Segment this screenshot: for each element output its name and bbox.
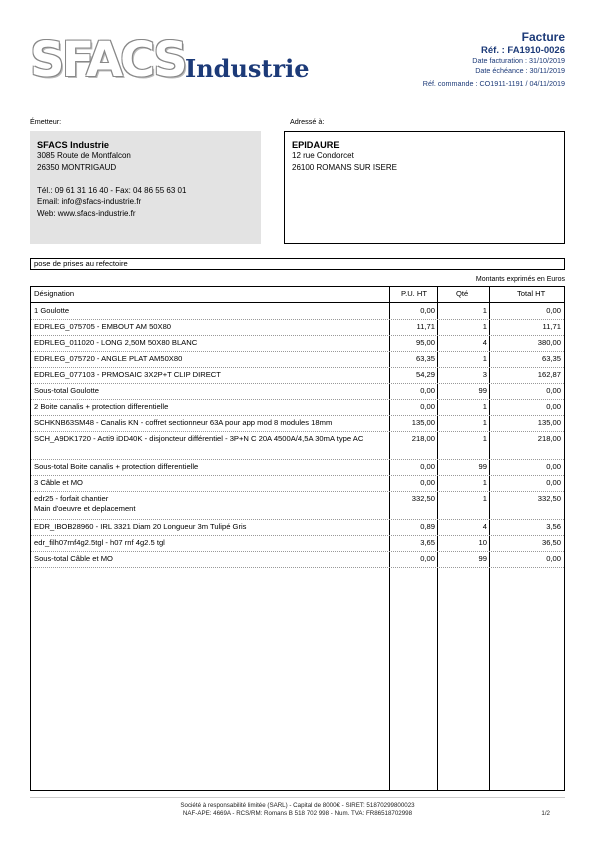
invoice-lines-table	[30, 286, 565, 791]
cell-unit-price: 11,71	[416, 322, 435, 331]
cell-quantity: 1	[482, 434, 487, 443]
table-row	[31, 415, 564, 432]
cell-quantity: 4	[482, 522, 487, 531]
cell-quantity: 99	[478, 554, 487, 563]
cell-quantity: 1	[482, 402, 487, 411]
cell-quantity: 1	[482, 494, 487, 503]
cell-designation: EDRLEG_075720 - ANGLE PLAT AM50X80	[34, 354, 183, 363]
footer-line1: Société à responsabilité limitée (SARL) - Capital de 8000€ - SIRET: 51870299800023	[180, 802, 415, 809]
cell-unit-price: 54,29	[415, 370, 435, 379]
logo-wordmark: SFACS	[30, 32, 185, 88]
page-number: 1/2	[541, 810, 550, 817]
document-header	[423, 30, 565, 89]
cell-designation: edr25 - forfait chantier	[34, 494, 109, 503]
cell-total: 135,00	[537, 418, 561, 427]
cell-designation: EDR_IBOB28960 - IRL 3321 Diam 20 Longueur 3m Tulipé Gris	[34, 522, 247, 531]
cell-designation: 3 Câble et MO	[34, 478, 83, 487]
amounts-currency-note: Montants exprimés en Euros	[475, 276, 565, 283]
cell-unit-price: 135,00	[411, 418, 435, 427]
cell-designation: Sous-total Goulotte	[34, 386, 100, 395]
cell-total: 332,50	[537, 494, 561, 503]
table-row	[31, 303, 564, 320]
issuer-address-line1: 3085 Route de Montfalcon	[37, 151, 131, 160]
order-reference: Réf. commande : CO1911-1191 / 04/11/2019	[422, 79, 565, 89]
table-row	[31, 475, 564, 492]
cell-unit-price: 95,00	[415, 338, 435, 347]
header-quantity: Qté	[456, 289, 469, 298]
cell-unit-price: 0,00	[420, 386, 435, 395]
cell-designation: 1 Goulotte	[34, 306, 70, 315]
table-row	[31, 459, 564, 476]
table-row	[31, 431, 564, 460]
cell-designation: EDRLEG_011020 - LONG 2,50M 50X80 BLANC	[34, 338, 198, 347]
cell-designation: SCHKNB63SM48 - Canalis KN - coffret sectionneur 63A pour app mod 8 modules 18mm	[34, 418, 333, 427]
cell-total: 63,35	[541, 354, 561, 363]
logo-subtitle: Industrie	[185, 54, 310, 83]
cell-unit-price: 0,00	[420, 554, 435, 563]
header-total: Total HT	[517, 289, 546, 298]
cell-total: 36,50	[541, 538, 561, 547]
table-row	[31, 491, 564, 520]
cell-quantity: 1	[482, 354, 487, 363]
company-logo	[30, 32, 320, 90]
cell-unit-price: 0,00	[420, 478, 435, 487]
table-row	[31, 399, 564, 416]
issuer-box	[30, 131, 261, 244]
invoice-object: pose de prises au refectoire	[30, 258, 565, 270]
cell-unit-price: 218,00	[411, 434, 435, 443]
cell-quantity: 4	[482, 338, 487, 347]
cell-designation: 2 Boite canalis + protection differentielle	[34, 402, 169, 411]
document-title: Facture	[521, 30, 565, 44]
table-row	[31, 319, 564, 336]
table-row	[31, 351, 564, 368]
header-designation: Désignation	[34, 289, 75, 298]
cell-total: 162,87	[537, 370, 561, 379]
cell-total: 0,00	[546, 402, 561, 411]
cell-total: 0,00	[546, 306, 561, 315]
cell-total: 11,71	[542, 322, 561, 331]
cell-total: 0,00	[546, 462, 561, 471]
issuer-name: SFACS Industrie	[37, 140, 109, 150]
cell-designation: edr_filh07rnf4g2.5tgl - h07 rnf 4g2.5 tgl	[34, 538, 165, 547]
cell-quantity: 99	[478, 462, 487, 471]
table-row	[31, 367, 564, 384]
cell-quantity: 3	[482, 370, 487, 379]
cell-quantity: 99	[478, 386, 487, 395]
invoice-date: Date facturation : 31/10/2019	[472, 56, 565, 65]
table-row	[31, 551, 564, 568]
issuer-label: Émetteur:	[30, 117, 62, 126]
cell-total: 0,00	[546, 386, 561, 395]
cell-unit-price: 3,65	[420, 538, 435, 547]
legal-footer	[30, 797, 565, 819]
cell-designation-group	[34, 494, 386, 514]
recipient-label: Adressé à:	[290, 117, 325, 126]
cell-unit-price: 332,50	[411, 494, 435, 503]
cell-quantity: 1	[482, 306, 487, 315]
cell-designation: EDRLEG_077103 - PRMOSAIC 3X2P+T CLIP DIRECT	[34, 370, 221, 379]
cell-designation: Sous-total Câble et MO	[34, 554, 113, 563]
document-reference: Réf. : FA1910-0026	[481, 45, 565, 56]
cell-designation: Sous-total Boite canalis + protection differentielle	[34, 462, 199, 471]
issuer-web[interactable]: Web: www.sfacs-industrie.fr	[37, 209, 136, 219]
recipient-name: EPIDAURE	[292, 140, 340, 150]
cell-designation-detail: Main d'oeuvre et deplacement	[34, 504, 136, 513]
cell-quantity: 10	[478, 538, 487, 547]
table-header	[31, 287, 564, 303]
cell-quantity: 1	[482, 478, 487, 487]
table-row	[31, 519, 564, 536]
footer-line2: NAF-APE: 4669A - RCS/RM: Romans B 518 702 998 - Num. TVA: FR86518702998	[182, 810, 413, 818]
table-row	[31, 383, 564, 400]
recipient-box	[284, 131, 565, 244]
due-date: Date échéance : 30/11/2019	[475, 65, 565, 75]
cell-unit-price: 0,00	[420, 306, 435, 315]
cell-unit-price: 0,00	[420, 462, 435, 471]
cell-total: 0,00	[546, 478, 561, 487]
cell-quantity: 1	[482, 322, 487, 331]
cell-unit-price: 63,35	[415, 354, 435, 363]
table-row	[31, 535, 564, 552]
recipient-address-line2: 26100 ROMANS SUR ISERE	[292, 162, 397, 172]
cell-total: 380,00	[537, 338, 561, 347]
cell-unit-price: 0,89	[420, 522, 435, 531]
header-unit-price: P.U. HT	[401, 289, 428, 298]
recipient-address-line1: 12 rue Condorcet	[292, 151, 354, 160]
cell-unit-price: 0,00	[420, 402, 435, 411]
table-row	[31, 335, 564, 352]
cell-total: 218,00	[537, 434, 561, 443]
cell-designation: SCH_A9DK1720 - Acti9 iDD40K - disjoncteur différentiel - 3P+N C 20A 4500A/4,5A 30mA type AC	[34, 434, 364, 443]
cell-total: 0,00	[546, 554, 561, 563]
cell-designation: EDRLEG_075705 - EMBOUT AM 50X80	[34, 322, 172, 331]
cell-total: 3,56	[546, 522, 561, 531]
issuer-address-line2: 26350 MONTRIGAUD	[37, 162, 117, 172]
issuer-email[interactable]: Email: info@sfacs-industrie.fr	[37, 197, 142, 207]
issuer-phone-fax: Tél.: 09 61 31 16 40 - Fax: 04 86 55 63 01	[37, 185, 187, 195]
cell-quantity: 1	[482, 418, 487, 427]
